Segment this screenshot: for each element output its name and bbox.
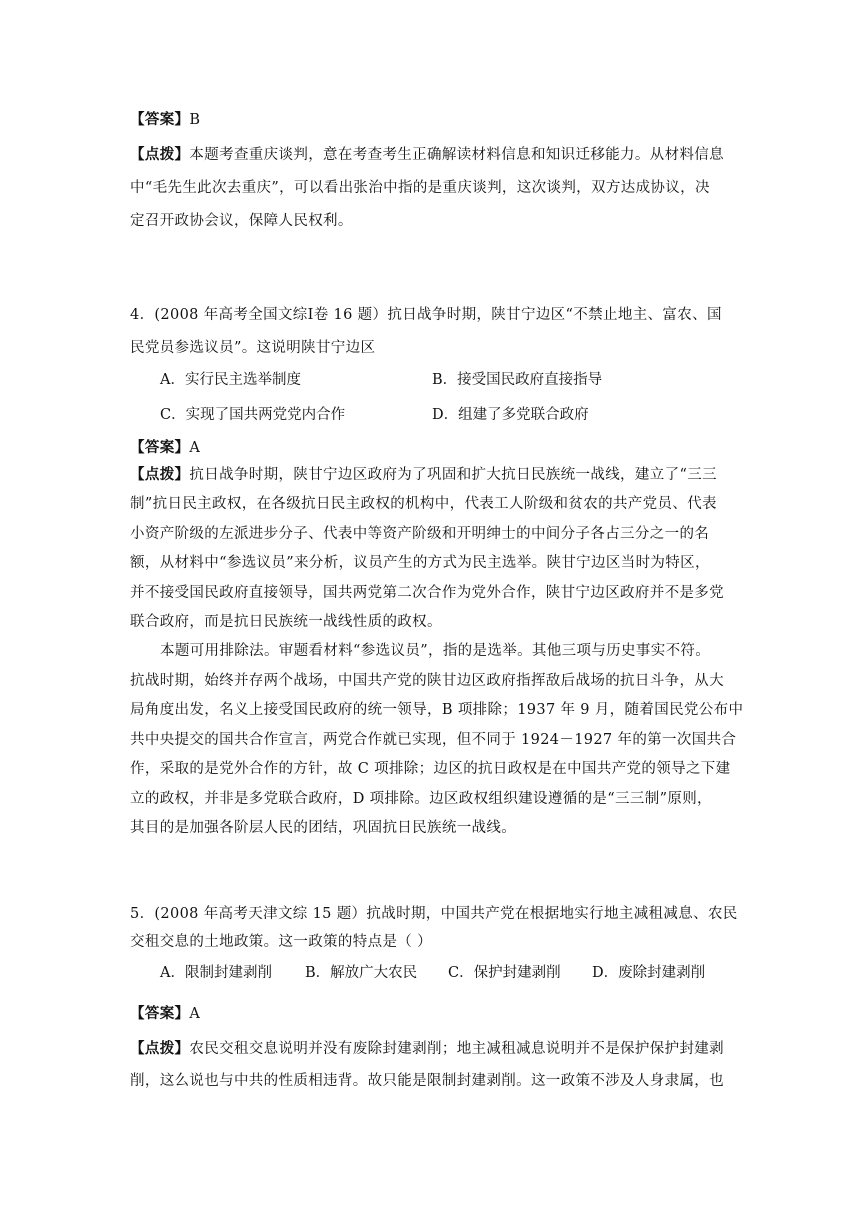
q5-answer-value: A bbox=[189, 1006, 201, 1022]
analysis-tag: 【点拨】 bbox=[130, 466, 190, 483]
q4-analysis-text: 抗日战争时期，陕甘宁边区政府为了巩固和扩大抗日民族统一战线，建立了“三三 bbox=[189, 467, 717, 483]
q4-option-c: C．实现了国共两党党内合作 bbox=[160, 407, 346, 423]
analysis-tag: 【点拨】 bbox=[130, 1040, 190, 1057]
q4-extra-line: 作，采取的是党外合作的方针，故 C 项排除；边区的抗日政权是在中国共产党的领导之下建 bbox=[130, 761, 731, 777]
q4-extra-line: 局角度出发，名义上接受国民政府的统一领导，B 项排除；1937 年 9 月，随着国民党公布中 bbox=[130, 702, 744, 718]
q5-option-a: A．限制封建剥削 bbox=[160, 965, 272, 981]
analysis-tag: 【点拨】 bbox=[130, 146, 190, 163]
q3-answer-value: B bbox=[189, 112, 201, 128]
q5-option-d: D．废除封建剥削 bbox=[592, 965, 706, 981]
q4-extra-line: 本题可用排除法。审题看材料“参选议员”，指的是选举。其他三项与历史事实不符。 bbox=[160, 643, 711, 659]
q4-analysis-line: 额，从材料中“参选议员”来分析，议员产生的方式为民主选举。陕甘宁边区当时为特区， bbox=[130, 555, 710, 571]
q5-option-c: C．保护封建剥削 bbox=[448, 965, 561, 981]
q5-stem-line: 5．(2008 年高考天津文综 15 题）抗战时期，中国共产党在根据地实行地主减租减息、农民 bbox=[130, 906, 738, 922]
q5-analysis-line bbox=[130, 1039, 724, 1059]
q4-analysis-line: 小资产阶级的左派进步分子、代表中等资产阶级和开明绅士的中间分子各占三分之一的名 bbox=[130, 526, 710, 542]
q4-analysis-line: 联合政府，而是抗日民族统一战线性质的政权。 bbox=[130, 614, 442, 630]
q4-answer bbox=[130, 438, 200, 458]
q4-analysis-line: 并不接受国民政府直接领导，国共两党第二次合作为党外合作，陕甘宁边区政府并不是多党 bbox=[130, 585, 724, 601]
q4-option-a: A．实行民主选举制度 bbox=[160, 372, 301, 388]
q5-answer bbox=[130, 1004, 200, 1024]
q5-analysis-text: 农民交租交息说明并没有废除封建剥削；地主减租减息说明并不是保护保护封建剥 bbox=[189, 1041, 725, 1057]
q5-stem-line: 交租交息的土地政策。这一政策的特点是（ ） bbox=[130, 934, 432, 950]
q4-analysis-line: 制”抗日民主政权，在各级抗日民主政权的机构中，代表工人阶级和贫农的共产党员、代表 bbox=[130, 496, 717, 512]
q3-analysis-line: 定召开政协会议，保障人民权利。 bbox=[130, 213, 353, 229]
answer-tag: 【答案】 bbox=[130, 111, 190, 128]
q4-extra-line: 立的政权，并非是多党联合政府，D 项排除。边区政权组织建设遵循的是“三三制”原则， bbox=[130, 791, 712, 807]
q4-extra-line: 其目的是加强各阶层人民的团结，巩固抗日民族统一战线。 bbox=[130, 820, 517, 836]
q4-stem-line: 民党员参选议员”。这说明陕甘宁边区 bbox=[130, 340, 376, 356]
q4-option-b: B．接受国民政府直接指导 bbox=[432, 372, 603, 388]
q4-answer-value: A bbox=[189, 440, 201, 456]
q5-analysis-line: 削，这么说也与中共的性质相违背。故只能是限制封建剥削。这一政策不涉及人身隶属，也 bbox=[130, 1073, 724, 1089]
q4-stem-line: 4．(2008 年高考全国文综Ⅰ卷 16 题）抗日战争时期，陕甘宁边区“不禁止地主、富农、国 bbox=[130, 307, 722, 323]
q4-analysis-line bbox=[130, 465, 717, 485]
q5-option-b: B．解放广大农民 bbox=[305, 965, 418, 981]
q4-extra-line: 抗战时期，始终并存两个战场，中国共产党的陕甘边区政府指挥敌后战场的抗日斗争，从大 bbox=[130, 673, 724, 689]
q3-analysis-line: 中“毛先生此次去重庆”，可以看出张治中指的是重庆谈判，这次谈判，双方达成协议，决 bbox=[130, 180, 710, 196]
answer-tag: 【答案】 bbox=[130, 439, 190, 456]
answer-tag: 【答案】 bbox=[130, 1005, 190, 1022]
q4-extra-line: 共中央提交的国共合作宣言，两党合作就已实现，但不同于 1924－1927 年的第一次国共合 bbox=[130, 732, 737, 748]
q4-option-d: D．组建了多党联合政府 bbox=[432, 407, 589, 423]
q3-analysis-text: 本题考查重庆谈判，意在考查考生正确解读材料信息和知识迁移能力。从材料信息 bbox=[189, 147, 725, 163]
q3-analysis-line bbox=[130, 145, 724, 165]
q3-answer bbox=[130, 110, 200, 130]
